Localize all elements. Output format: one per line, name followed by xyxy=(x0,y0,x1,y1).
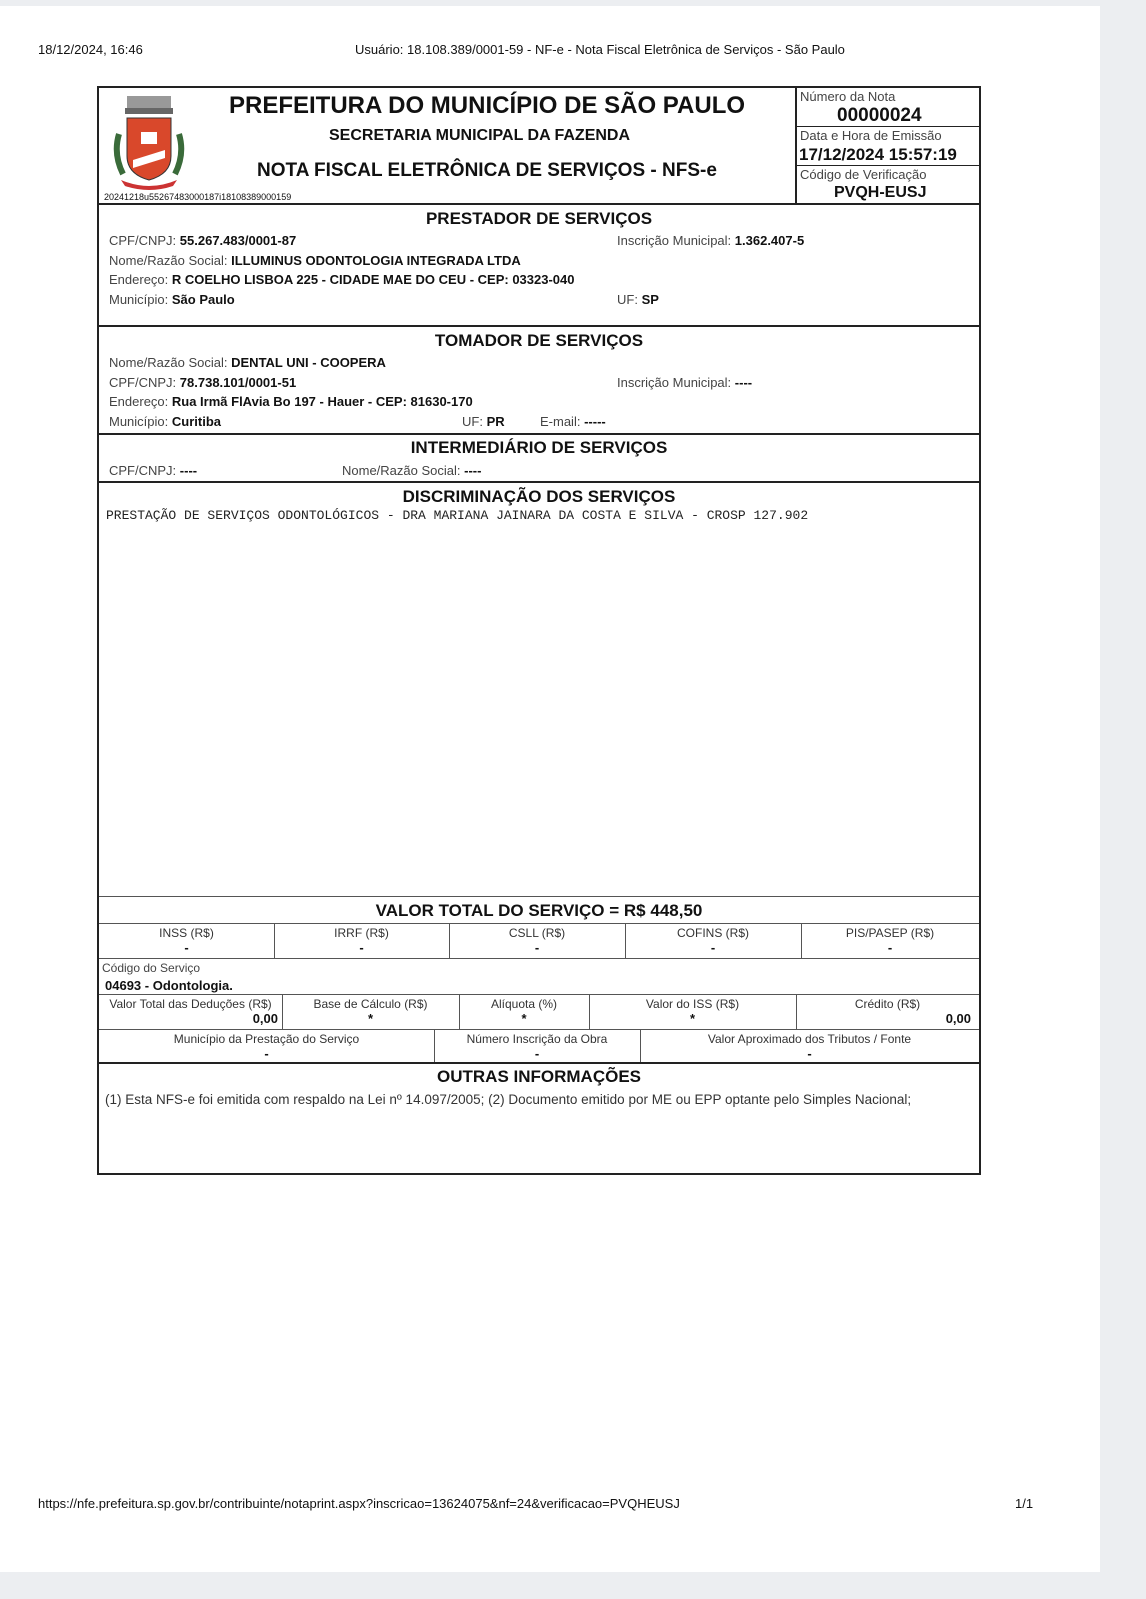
label: UF: xyxy=(462,414,483,429)
data-label: Data e Hora de Emissão xyxy=(800,128,942,143)
page-number: 1/1 xyxy=(1015,1496,1034,1511)
label: Inscrição Municipal: xyxy=(617,233,732,248)
label: CPF/CNPJ: xyxy=(109,233,177,248)
codigo-verificacao: PVQH-EUSJ xyxy=(834,184,927,201)
tomador-municipio: Curitiba xyxy=(171,414,221,429)
data-emissao: 17/12/2024 15:57:19 xyxy=(799,145,957,164)
discriminacao-text: PRESTAÇÃO DE SERVIÇOS ODONTOLÓGICOS - DRA MARIANA JAINARA DA COSTA E SILVA - CROSP 127.902 xyxy=(106,508,809,523)
tomador-uf: PR xyxy=(486,414,505,429)
inscricao-obra: Número Inscrição da Obra - xyxy=(466,1032,608,1061)
barcode-text: 20241218u55267483000187i18108389000159 xyxy=(104,192,292,202)
calc-base: Base de Cálculo (R$) * xyxy=(313,997,428,1026)
prestador-municipio: São Paulo xyxy=(171,292,235,307)
label: CPF/CNPJ: xyxy=(109,375,177,390)
tomador-email: ----- xyxy=(584,414,606,429)
tomador-nome: DENTAL UNI - COOPERA xyxy=(231,355,386,370)
tomador-im: ---- xyxy=(734,375,753,390)
label: Município: xyxy=(109,292,169,307)
tax-csll: CSLL (R$) - xyxy=(508,926,566,955)
codigo-servico: 04693 - Odontologia. xyxy=(105,978,233,993)
nfse-document xyxy=(97,86,981,1175)
outras-text: (1) Esta NFS-e foi emitida com respaldo na Lei nº 14.097/2005; (2) Documento emitido por ME ou EPP optante pelo Simples Nacional; xyxy=(105,1092,912,1107)
header-secretaria: SECRETARIA MUNICIPAL DA FAZENDA xyxy=(329,127,631,144)
tomador-title: TOMADOR DE SERVIÇOS xyxy=(434,331,644,350)
print-title: Usuário: 18.108.389/0001-59 - NF-e - Nota Fiscal Eletrônica de Serviços - São Paulo xyxy=(355,42,845,57)
label: CPF/CNPJ: xyxy=(109,463,177,478)
discriminacao-title: DISCRIMINAÇÃO DOS SERVIÇOS xyxy=(402,487,676,506)
intermediario-cnpj: ---- xyxy=(179,463,198,478)
calc-credito: Crédito (R$) 0,00 xyxy=(854,997,971,1026)
prestador-im: 1.362.407-5 xyxy=(734,233,805,248)
intermediario-nome: ---- xyxy=(464,463,482,478)
prestador-title: PRESTADOR DE SERVIÇOS xyxy=(425,209,653,228)
tomador-cnpj: 78.738.101/0001-51 xyxy=(179,375,297,390)
valor-total: VALOR TOTAL DO SERVIÇO = R$ 448,50 xyxy=(375,901,703,920)
print-page xyxy=(0,6,1100,1572)
prestador-endereco: R COELHO LISBOA 225 - CIDADE MAE DO CEU - CEP: 03323-040 xyxy=(171,272,575,287)
calc-deducoes: Valor Total das Deduções (R$) 0,00 xyxy=(109,997,278,1026)
tax-cofins: COFINS (R$) - xyxy=(677,926,749,955)
label: Município: xyxy=(109,414,169,429)
valor-aproximado-tributos: Valor Aproximado dos Tributos / Fonte - xyxy=(707,1032,912,1061)
label: E-mail: xyxy=(540,414,581,429)
tax-pis: PIS/PASEP (R$) - xyxy=(845,926,935,955)
header-nfse-title: NOTA FISCAL ELETRÔNICA DE SERVIÇOS - NFS-e xyxy=(257,160,717,181)
outras-title: OUTRAS INFORMAÇÕES xyxy=(437,1067,641,1086)
label: Endereço: xyxy=(109,272,169,287)
label: Nome/Razão Social: xyxy=(342,463,461,478)
numero-label: Número da Nota xyxy=(800,89,896,104)
prestador-nome: ILLUMINUS ODONTOLOGIA INTEGRADA LTDA xyxy=(231,253,521,268)
codigo-label: Código de Verificação xyxy=(800,167,927,182)
municipio-prestacao: Município da Prestação do Serviço - xyxy=(173,1032,360,1061)
sao-paulo-coat-of-arms-icon xyxy=(111,94,187,192)
prestador-uf: SP xyxy=(641,292,659,307)
label: Inscrição Municipal: xyxy=(617,375,732,390)
print-datetime: 18/12/2024, 16:46 xyxy=(38,42,143,57)
label: Nome/Razão Social: xyxy=(109,355,228,370)
header-prefeitura: PREFEITURA DO MUNICÍPIO DE SÃO PAULO xyxy=(229,92,746,119)
calc-iss: Valor do ISS (R$) * xyxy=(645,997,740,1026)
footer-url: https://nfe.prefeitura.sp.gov.br/contribuinte/notaprint.aspx?inscricao=13624075&nf=24&verificacao=PVQHEUSJ xyxy=(38,1496,680,1511)
label: Nome/Razão Social: xyxy=(109,253,228,268)
prestador-cnpj: 55.267.483/0001-87 xyxy=(179,233,297,248)
intermediario-title: INTERMEDIÁRIO DE SERVIÇOS xyxy=(410,438,668,457)
tomador-endereco: Rua Irmã FlAvia Bo 197 - Hauer - CEP: 81630-170 xyxy=(171,394,473,409)
numero-nota: 00000024 xyxy=(837,105,922,126)
codigo-servico-label: Código do Serviço xyxy=(102,961,201,975)
calc-aliquota: Alíquota (%) * xyxy=(490,997,558,1026)
tax-inss: INSS (R$) - xyxy=(159,926,214,955)
tax-irrf: IRRF (R$) - xyxy=(334,926,389,955)
label: Endereço: xyxy=(109,394,169,409)
label: UF: xyxy=(617,292,638,307)
